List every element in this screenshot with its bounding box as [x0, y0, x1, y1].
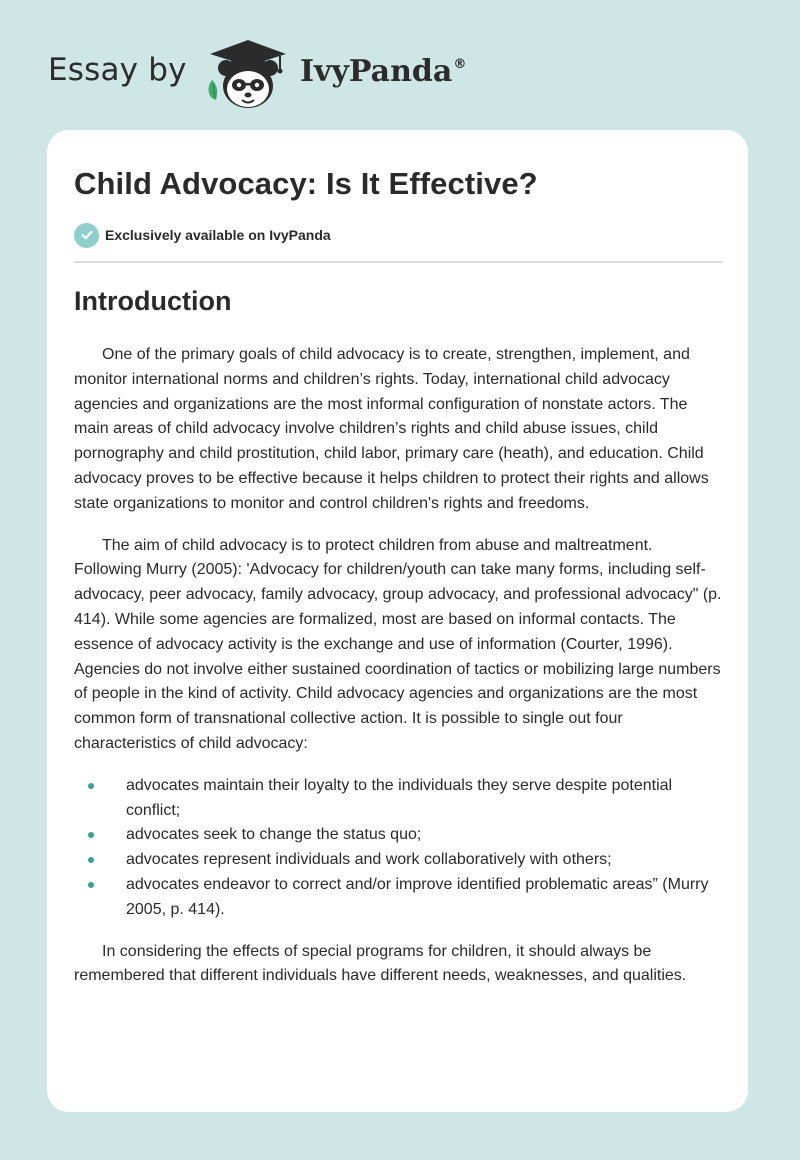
- paragraph: The aim of child advocacy is to protect children from abuse and maltreatment. Following Murry (2005): 'Advocacy for children/youth can take many forms, including self-advocacy, peer advocacy, family advocacy, group advocacy, and professional advocacy" (p. 414). While some agencies are formalized, most are based on informal contacts. The essence of advocacy activity is the exchange and use of information (Courter, 1996). Agencies do not involve either sustained coordination of tactics or mobilizing large numbers of people in the kind of activity. Child advocacy agencies and organizations are the most common form of transnational collective action. It is possible to single out four characteristics of child advocacy:: [74, 536, 722, 752]
- list-item: [74, 848, 724, 873]
- essay-by-label: Essay by: [48, 52, 187, 88]
- paragraph: One of the primary goals of child advocacy is to create, strengthen, implement, and monitor international norms and children’s rights. Today, international child advocacy agencies and organizations are the most informal configuration of nonstate actors. The main areas of child advocacy involve children’s rights and child abuse issues, child pornography and child prostitution, child labor, primary care (heath), and education. Child advocacy proves to be effective because it helps children to protect their rights and allows state organizations to monitor and control children's rights and freedoms.: [74, 346, 709, 512]
- exclusive-badge-label: Exclusively available on IvyPanda: [105, 227, 331, 243]
- brand-text: IvyPanda: [300, 54, 453, 89]
- list-item-text: advocates maintain their loyalty to the individuals they serve despite potential conflict;: [126, 776, 673, 819]
- bullet-dot-icon: [88, 857, 94, 863]
- bullet-dot-icon: [88, 783, 94, 789]
- registered-mark: ®: [453, 57, 467, 72]
- essay-card: [47, 130, 748, 1112]
- bullet-dot-icon: [88, 882, 94, 888]
- title-divider: [74, 261, 723, 263]
- brand-name[interactable]: [300, 54, 466, 89]
- list-item: [74, 873, 724, 923]
- article-body: [74, 343, 724, 1006]
- list-item-text: advocates seek to change the status quo;: [126, 826, 422, 844]
- list-item-text: advocates endeavor to correct and/or improve identified problematic areas” (Murry 2005, p. 414).: [126, 875, 709, 918]
- bullet-dot-icon: [88, 832, 94, 838]
- exclusive-badge: [74, 222, 331, 248]
- section-heading-introduction: Introduction: [74, 286, 232, 316]
- list-item: [74, 823, 724, 848]
- panda-logo-icon[interactable]: [204, 36, 290, 112]
- page-title: Child Advocacy: Is It Effective?: [74, 166, 538, 201]
- list-item-text: advocates represent individuals and work collaboratively with others;: [126, 851, 612, 869]
- paragraph: In considering the effects of special programs for children, it should always be remembered that different individuals have different needs, weaknesses, and qualities.: [74, 942, 687, 985]
- characteristics-list: [74, 774, 724, 923]
- site-header: [48, 34, 768, 114]
- list-item: [74, 774, 724, 824]
- check-icon: [74, 223, 99, 248]
